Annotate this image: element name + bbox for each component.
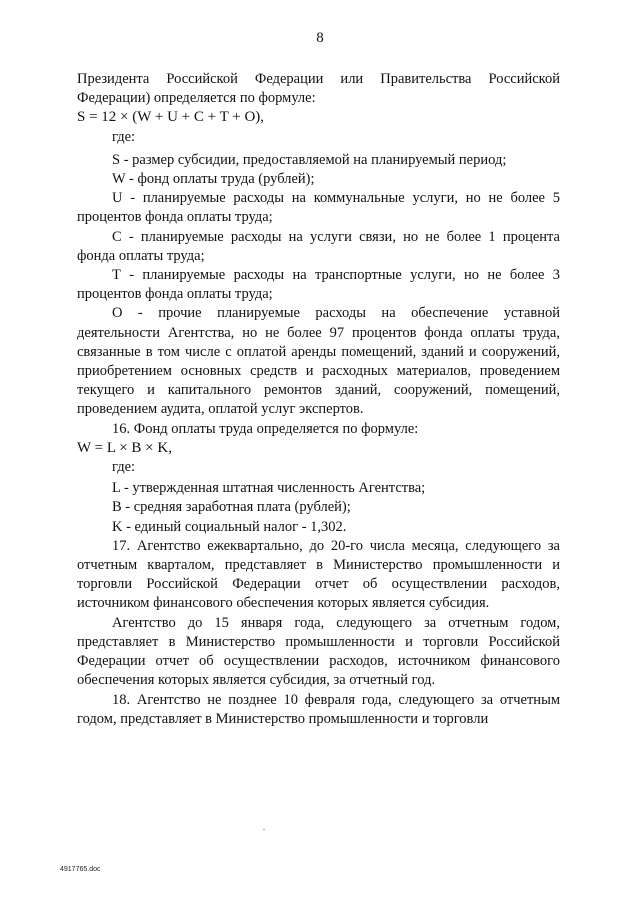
definition-u: U - планируемые расходы на коммунальные услуги, но не более 5 процентов фонда оплаты труда; — [77, 190, 560, 226]
definition-l: L - утвержденная штатная численность Агентства; — [112, 480, 426, 497]
paragraph-intro: Президента Российской Федерации или Правительства Российской Федерации) определяется по формуле: — [77, 71, 560, 107]
definition-o: О - прочие планируемые расходы на обеспечение уставной деятельности Агентства, но не более 97 процентов фонда оплаты труда, связанные в том числе с оплатой аренды помещений, зданий и сооружений, приобретением основных средств и расходных материалов, проведением текущего и капитального ремонтов зданий, сооружений, помещений, проведением аудита, оплатой услуг экспертов. — [77, 305, 560, 418]
paragraph-16: 16. Фонд оплаты труда определяется по формуле: — [112, 420, 419, 437]
scan-artifact — [263, 829, 265, 830]
formula-subsidy: S = 12 × (W + U + C + T + O), — [77, 109, 265, 126]
where-label-2: где: — [112, 459, 136, 476]
document-body — [77, 70, 560, 729]
definition-t: Т - планируемые расходы на транспортные услуги, но не более 3 процентов фонда оплаты труда; — [77, 267, 560, 303]
paragraph-17: 17. Агентство ежеквартально, до 20-го числа месяца, следующего за отчетным кварталом, представляет в Министерство промышленности и торговли Российской Федерации отчет об осуществлении расходов, источником финансового обеспечения которых является субсидия. — [77, 537, 560, 612]
formula-wage-fund: W = L × B × K, — [77, 439, 172, 456]
definition-k: K - единый социальный налог - 1,302. — [112, 518, 347, 535]
footer-filename: 4917765.doc — [60, 866, 101, 873]
definition-c: С - планируемые расходы на услуги связи, но не более 1 процента фонда оплаты труда; — [77, 228, 560, 264]
paragraph-18: 18. Агентство не позднее 10 февраля года, следующего за отчетным годом, представляет в Министерство промышленности и торговли — [77, 691, 560, 727]
where-label: где: — [112, 128, 136, 145]
paragraph-17b: Агентство до 15 января года, следующего за отчетным годом, представляет в Министерство промышленности и торговли Российской Федерации отчет об осуществлении расходов, источником финансового обеспечения которых является субсидия, за отчетный год. — [77, 614, 560, 689]
definition-s: S - размер субсидии, предоставляемой на планируемый период; — [112, 151, 507, 168]
page-number: 8 — [316, 30, 324, 46]
definition-b: B - средняя заработная плата (рублей); — [112, 499, 351, 516]
definition-w: W - фонд оплаты труда (рублей); — [112, 171, 315, 188]
